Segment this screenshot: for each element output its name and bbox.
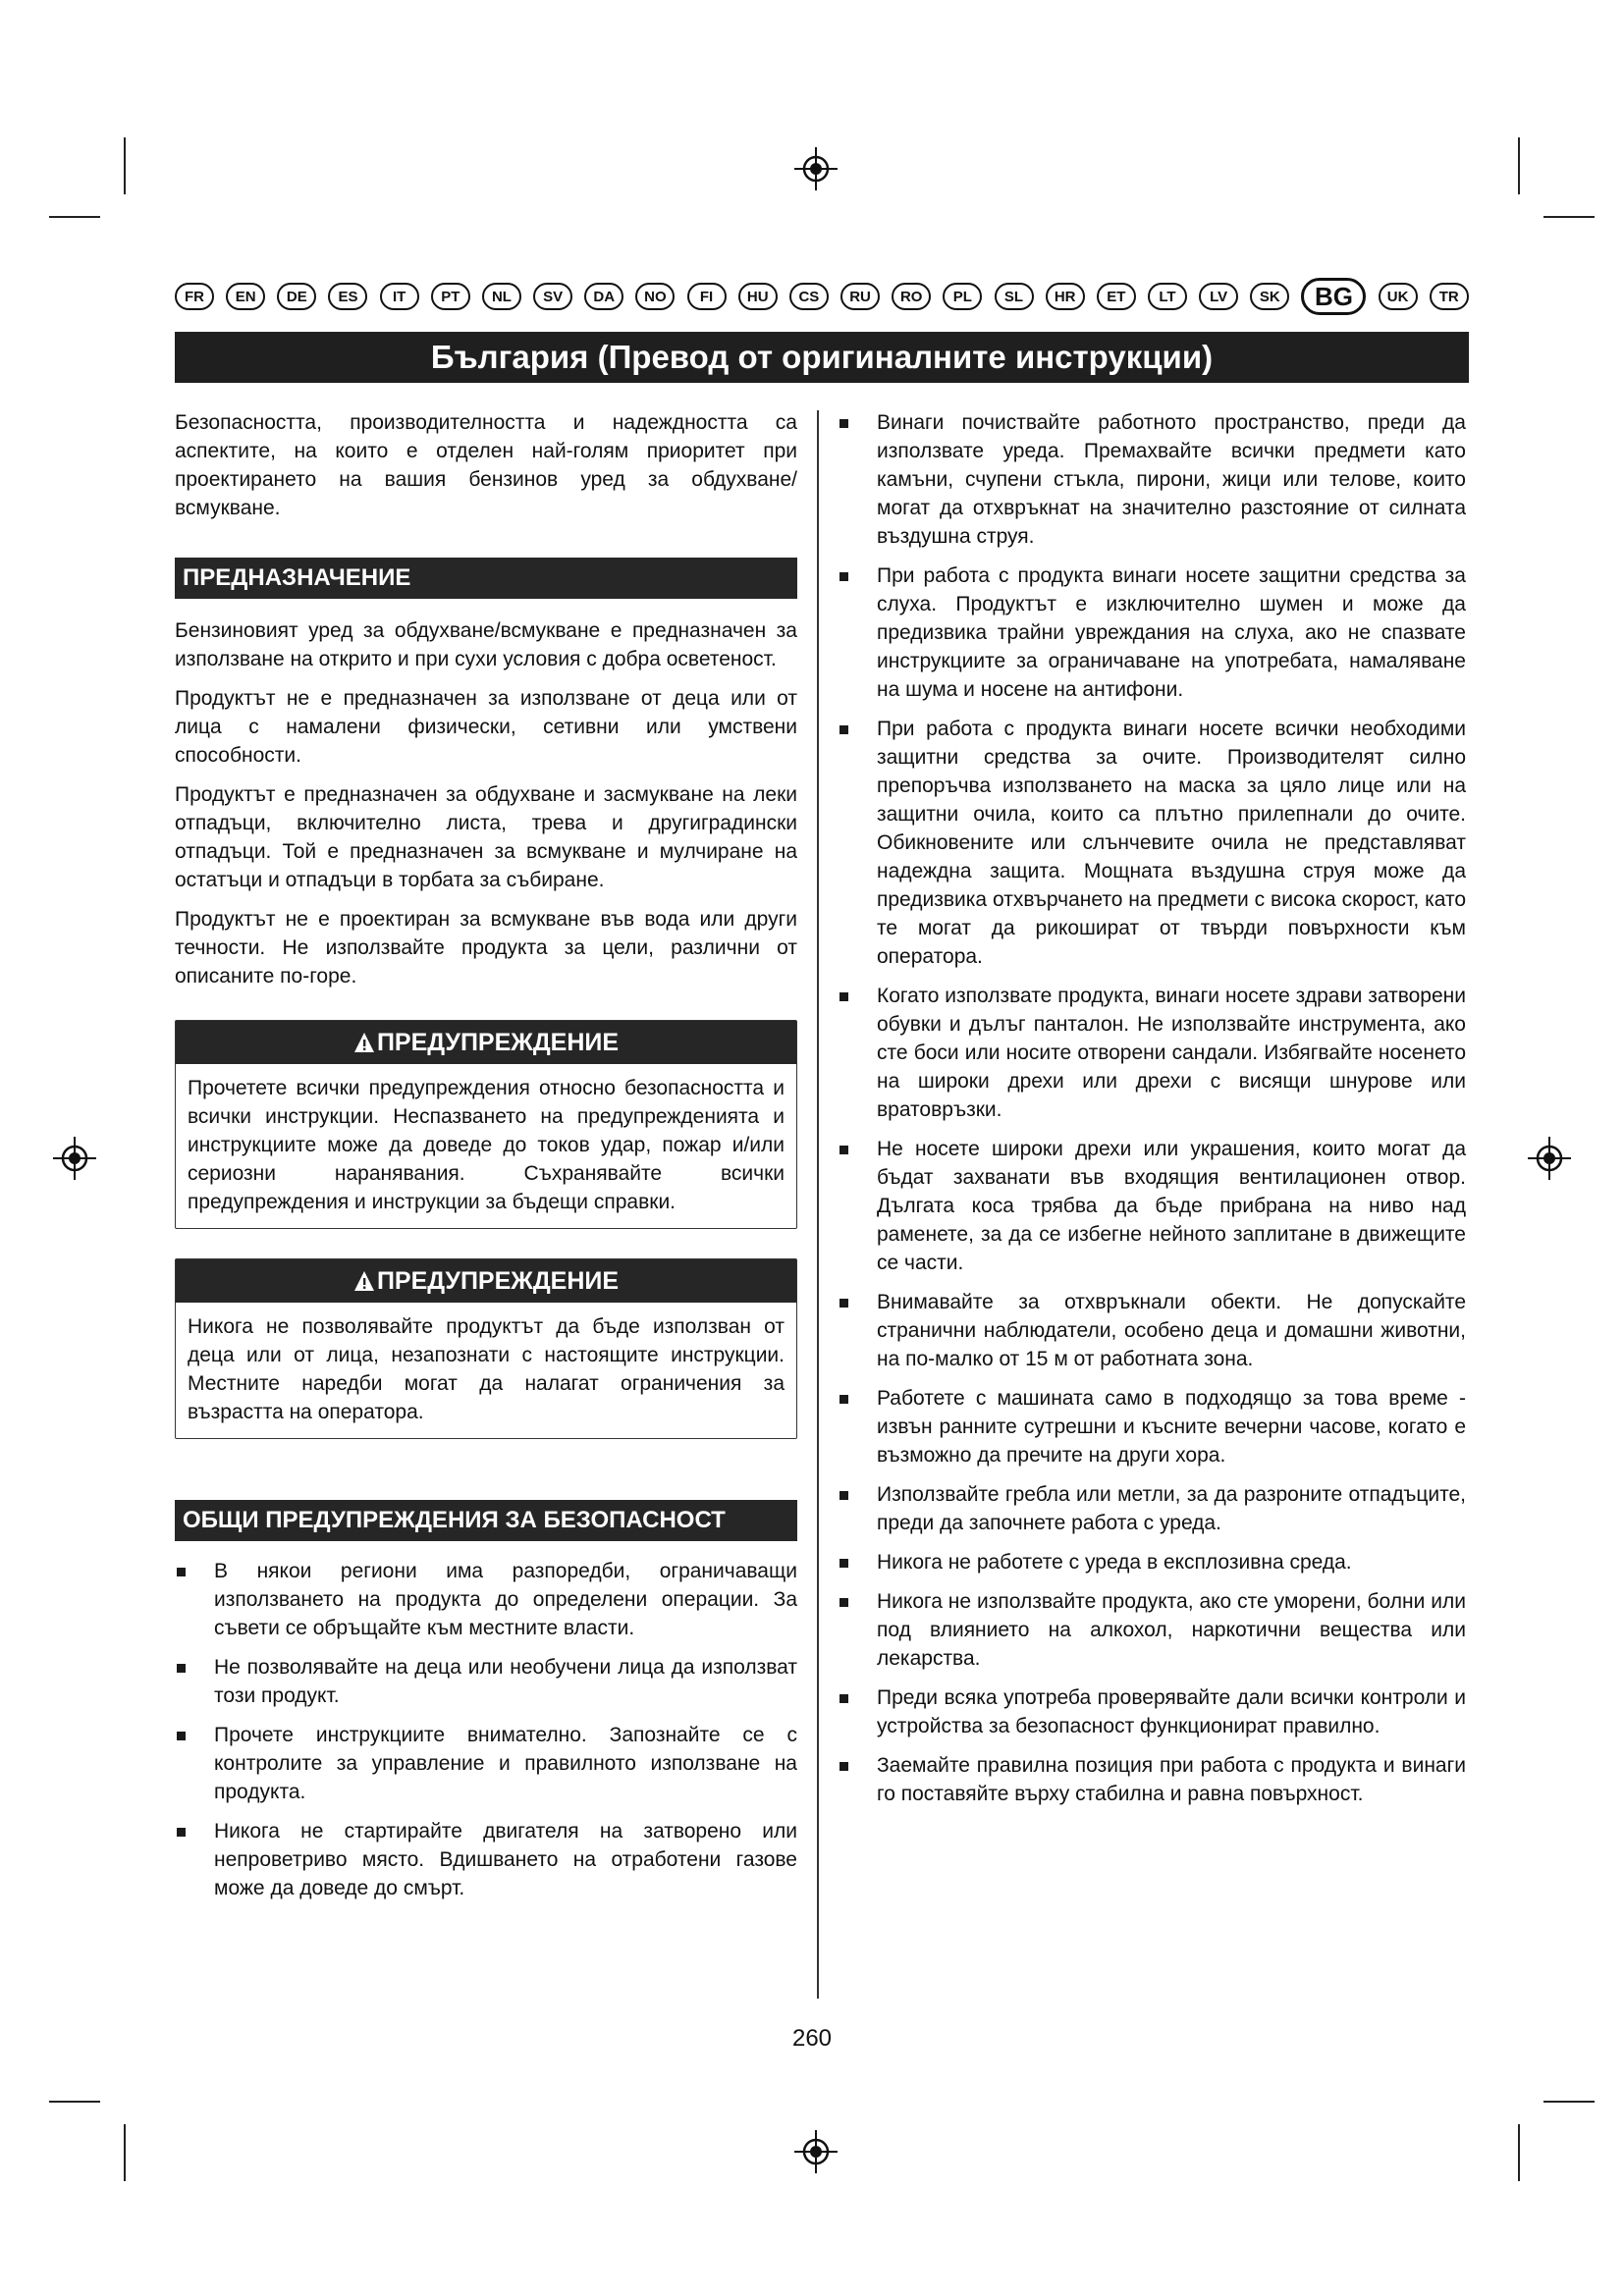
bullet-icon bbox=[177, 1828, 186, 1837]
general-safety-list bbox=[175, 1557, 797, 1902]
crop-mark bbox=[49, 2101, 100, 2103]
bullet-icon bbox=[177, 1664, 186, 1673]
language-option-no[interactable]: NO bbox=[635, 283, 675, 310]
left-column bbox=[175, 408, 797, 1913]
language-option-bg[interactable]: BG bbox=[1301, 278, 1366, 315]
list-item: Когато използвате продукта, винаги носете здрави затворени обувки и дълъг панталон. Не използвайте инструмента, ако сте боси или носите отворени сандали. Избягвайте носенето на широки дрехи или дрехи с висящи шнурове или вратовръзки. bbox=[838, 982, 1466, 1124]
language-option-sk[interactable]: SK bbox=[1250, 283, 1289, 310]
list-item: Внимавайте за отхвръкнали обекти. Не допускайте странични наблюдатели, особено деца и домашни животни, на по-малко от 15 м от работната зона. bbox=[838, 1288, 1466, 1373]
language-option-en[interactable]: EN bbox=[226, 283, 265, 310]
language-option-nl[interactable]: NL bbox=[482, 283, 521, 310]
language-option-da[interactable]: DA bbox=[584, 283, 623, 310]
list-item: Никога не стартирайте двигателя на затворено или непроветриво място. Вдишването на отработени газове може да доведе до смърт. bbox=[175, 1817, 797, 1902]
language-option-ro[interactable]: RO bbox=[892, 283, 931, 310]
bullet-icon bbox=[839, 1559, 848, 1568]
intro-paragraph: Безопасността, производителността и надеждността са аспектите, на които е отделен най-голям приоритет при проектирането на вашия бензинов уред за обдухване/всмукване. bbox=[175, 411, 797, 519]
warning-text: Прочетете всички предупреждения относно безопасността и всички инструкции. Неспазването на предупрежденията и инструкциите може да доведе до токов удар, пожар и/или сериозни наранявания. Съхранявайте всички предупреждения и инструкции за бъдещи справки. bbox=[188, 1077, 785, 1213]
general-safety-heading: ОБЩИ ПРЕДУПРЕЖДЕНИЯ ЗА БЕЗОПАСНОСТ bbox=[175, 1500, 797, 1541]
bullet-icon bbox=[177, 1568, 186, 1576]
language-option-fi[interactable]: FI bbox=[687, 283, 727, 310]
language-option-it[interactable]: IT bbox=[380, 283, 419, 310]
safety-list bbox=[838, 408, 1466, 1808]
purpose-paragraph: Бензиновият уред за обдухване/всмукване е предназначен за използване на открито и при сухи условия с добра осветеност. bbox=[175, 619, 797, 670]
warning-triangle-icon bbox=[353, 1032, 375, 1053]
language-option-tr[interactable]: TR bbox=[1430, 283, 1469, 310]
language-option-fr[interactable]: FR bbox=[175, 283, 214, 310]
bullet-icon bbox=[839, 1762, 848, 1771]
registration-mark-icon bbox=[53, 1137, 96, 1180]
language-selector-bar bbox=[175, 279, 1469, 314]
list-item: Заемайте правилна позиция при работа с продукта и винаги го поставяйте върху стабилна и равна повърхност. bbox=[838, 1751, 1466, 1808]
crop-mark bbox=[124, 137, 126, 194]
list-item: Прочете инструкциите внимателно. Запознайте се с контролите за управление и правилното използване на продукта. bbox=[175, 1721, 797, 1806]
list-item: Не носете широки дрехи или украшения, които могат да бъдат захванати във входящия вентилационен отвор. Дългата коса трябва да бъде прибрана на ниво над раменете, за да се избегне нейното заплитане в движещите се части. bbox=[838, 1135, 1466, 1277]
right-column bbox=[838, 408, 1466, 1819]
registration-mark-icon bbox=[794, 2130, 838, 2173]
warning-box bbox=[175, 1258, 797, 1439]
purpose-heading: ПРЕДНАЗНАЧЕНИЕ bbox=[175, 558, 797, 599]
bullet-icon bbox=[839, 1146, 848, 1154]
warning-heading bbox=[176, 1259, 796, 1303]
bullet-icon bbox=[839, 992, 848, 1001]
language-option-de[interactable]: DE bbox=[277, 283, 316, 310]
crop-mark bbox=[1543, 2101, 1595, 2103]
crop-mark bbox=[1543, 216, 1595, 218]
language-option-et[interactable]: ET bbox=[1097, 283, 1136, 310]
crop-mark bbox=[49, 216, 100, 218]
warning-heading bbox=[176, 1021, 796, 1064]
registration-mark-icon bbox=[794, 147, 838, 190]
language-option-lv[interactable]: LV bbox=[1199, 283, 1238, 310]
crop-mark bbox=[124, 2124, 126, 2181]
language-option-hu[interactable]: HU bbox=[738, 283, 778, 310]
language-option-ru[interactable]: RU bbox=[840, 283, 880, 310]
language-option-pl[interactable]: PL bbox=[943, 283, 982, 310]
list-item: Никога не използвайте продукта, ако сте уморени, болни или под влиянието на алкохол, наркотични вещества или лекарства. bbox=[838, 1587, 1466, 1673]
warning-box bbox=[175, 1020, 797, 1229]
bullet-icon bbox=[839, 572, 848, 581]
purpose-paragraph: Продуктът е предназначен за обдухване и засмукване на леки отпадъци, включително листа, трева и другиградински отпадъци. Той е предназначен за всмукване и мулчиране на остатъци и отпадъци в торбата за събиране. bbox=[175, 783, 797, 891]
list-item: При работа с продукта винаги носете защитни средства за слуха. Продуктът е изключително шумен и може да предизвика трайни увреждания на слуха, ако не спазвате инструкциите за ограничаване на употребата, намаляване на шума и носене на антифони. bbox=[838, 561, 1466, 704]
list-item: В някои региони има разпоредби, ограничаващи използването на продукта до определени операции. За съвети се обръщайте към местните власти. bbox=[175, 1557, 797, 1642]
list-item: Работете с машината само в подходящо за това време - извън ранните сутрешни и късните вечерни часове, когато е възможно да пречите на други хора. bbox=[838, 1384, 1466, 1469]
language-option-es[interactable]: ES bbox=[328, 283, 367, 310]
purpose-paragraph: Продуктът не е проектиран за всмукване във вода или други течности. Не използвайте продукта за цели, различни от описаните по-горе. bbox=[175, 908, 797, 988]
bullet-icon bbox=[839, 1598, 848, 1607]
bullet-icon bbox=[839, 1299, 848, 1308]
list-item: Винаги почиствайте работното пространство, преди да използвате уреда. Премахвайте всички предмети като камъни, счупени стъкла, пирони, жици или телове, които могат да отхвръкнат на значително разстояние от силната въздушна струя. bbox=[838, 408, 1466, 551]
list-item: Използвайте гребла или метли, за да разроните отпадъците, преди да започнете работа с уреда. bbox=[838, 1480, 1466, 1537]
registration-mark-icon bbox=[1528, 1137, 1571, 1180]
purpose-paragraph: Продуктът не е предназначен за използване от деца или от лица с намалени физически, сетивни или умствени способности. bbox=[175, 687, 797, 767]
warning-text: Никога не позволявайте продуктът да бъде използван от деца или от лица, незапознати с настоящите инструкции. Местните наредби могат да налагат ограничения за възрастта на оператора. bbox=[188, 1315, 785, 1423]
column-divider bbox=[817, 410, 819, 1999]
warning-heading-text: ПРЕДУПРЕЖДЕНИЕ bbox=[376, 1266, 620, 1295]
bullet-icon bbox=[839, 725, 848, 734]
page-title: България (Превод от оригиналните инструкции) bbox=[175, 332, 1469, 383]
crop-mark bbox=[1518, 2124, 1520, 2181]
bullet-icon bbox=[177, 1732, 186, 1740]
bullet-icon bbox=[839, 1395, 848, 1404]
list-item: Не позволявайте на деца или необучени лица да използват този продукт. bbox=[175, 1653, 797, 1710]
warning-heading-text: ПРЕДУПРЕЖДЕНИЕ bbox=[376, 1028, 620, 1056]
page-number: 260 bbox=[791, 2025, 833, 2052]
list-item: Никога не работете с уреда в експлозивна среда. bbox=[838, 1548, 1466, 1576]
language-option-sl[interactable]: SL bbox=[995, 283, 1034, 310]
language-option-sv[interactable]: SV bbox=[533, 283, 572, 310]
bullet-icon bbox=[839, 1694, 848, 1703]
language-option-uk[interactable]: UK bbox=[1379, 283, 1418, 310]
bullet-icon bbox=[839, 419, 848, 428]
language-option-lt[interactable]: LT bbox=[1148, 283, 1187, 310]
list-item: При работа с продукта винаги носете всички необходими защитни средства за очите. Производителят силно препоръчва използването на маска за цяло лице или на защитни очила, които са плътно прилепнали до очите. Обикновените или слънчевите очила не представляват надеждна защита. Мощната въздушна струя може да предизвика отхвърчането на предмети с висока скорост, като те могат да рикошират от твърди повърхности към оператора. bbox=[838, 715, 1466, 971]
crop-mark bbox=[1518, 137, 1520, 194]
language-option-pt[interactable]: PT bbox=[431, 283, 470, 310]
warning-triangle-icon bbox=[353, 1270, 375, 1292]
language-option-cs[interactable]: CS bbox=[789, 283, 829, 310]
list-item: Преди всяка употреба проверявайте дали всички контроли и устройства за безопасност функционират правилно. bbox=[838, 1683, 1466, 1740]
bullet-icon bbox=[839, 1491, 848, 1500]
language-option-hr[interactable]: HR bbox=[1046, 283, 1085, 310]
purpose-section bbox=[175, 616, 797, 990]
